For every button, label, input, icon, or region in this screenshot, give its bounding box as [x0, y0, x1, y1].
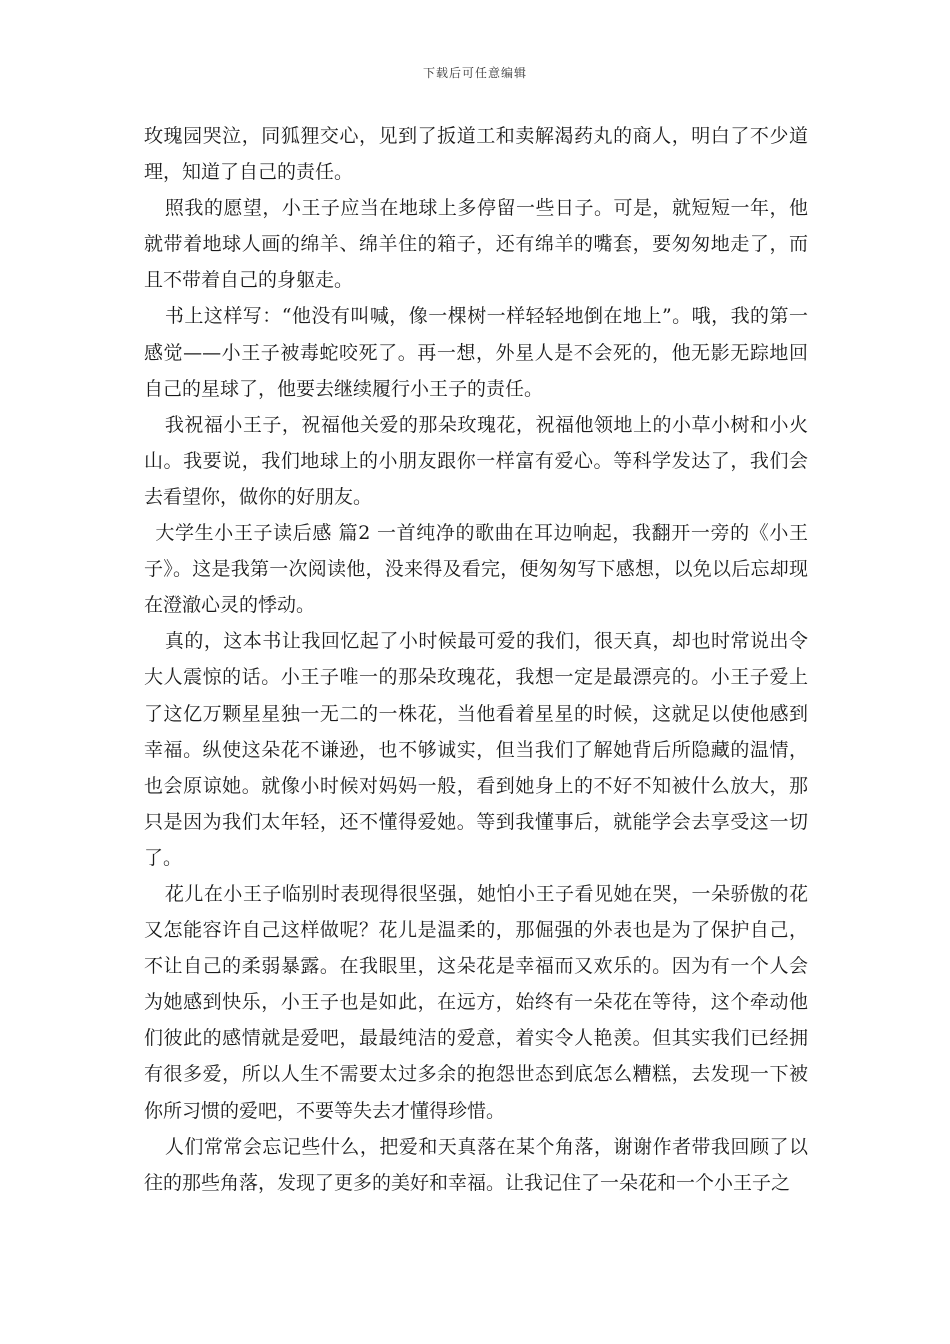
section-heading-paragraph: 大学生小王子读后感 篇2 一首纯净的歌曲在耳边响起，我翻开一旁的《小王子》。这是我第一次阅读他，没来得及看完，便匆匆写下感想，以免以后忘却现在澄澈心灵的悸动。	[144, 522, 808, 617]
document-body	[144, 118, 808, 1201]
paragraph: 真的，这本书让我回忆起了小时候最可爱的我们，很天真，却也时常说出令大人震惊的话。小王子唯一的那朵玫瑰花，我想一定是最漂亮的。小王子爱上了这亿万颗星星独一无二的一株花，当他看着星星的时候，这就足以使他感到幸福。纵使这朵花不谦逊，也不够诚实，但当我们了解她背后所隐藏的温情，也会原谅她。就像小时候对妈妈一般，看到她身上的不好不知被什么放大，那只是因为我们太年轻，还不懂得爱她。等到我懂事后，就能学会去享受这一切了。	[144, 630, 808, 869]
paragraph-continuation: 玫瑰园哭泣，同狐狸交心，见到了扳道工和卖解渴药丸的商人，明白了不少道理，知道了自己的责任。	[144, 125, 808, 184]
paragraph: 我祝福小王子，祝福他关爱的那朵玫瑰花，祝福他领地上的小草小树和小火山。我要说，我们地球上的小朋友跟你一样富有爱心。等科学发达了，我们会去看望你，做你的好朋友。	[144, 413, 808, 508]
paragraph: 照我的愿望，小王子应当在地球上多停留一些日子。可是，就短短一年，他就带着地球人画的绵羊、绵羊住的箱子，还有绵羊的嘴套，要匆匆地走了，而且不带着自己的身躯走。	[144, 197, 808, 292]
page-header-note: 下载后可任意编辑	[422, 66, 527, 80]
paragraph: 人们常常会忘记些什么，把爱和天真落在某个角落，谢谢作者带我回顾了以往的那些角落，发现了更多的美好和幸福。让我记住了一朵花和一个小王子之	[144, 1135, 808, 1194]
paragraph: 花儿在小王子临别时表现得很坚强，她怕小王子看见她在哭，一朵骄傲的花又怎能容许自己这样做呢？花儿是温柔的，那倔强的外表也是为了保护自己，不让自己的柔弱暴露。在我眼里，这朵花是幸福而又欢乐的。因为有一个人会为她感到快乐，小王子也是如此，在远方，始终有一朵花在等待，这个牵动他们彼此的感情就是爱吧，最最纯洁的爱意，着实令人艳羡。但其实我们已经拥有很多爱，所以人生不需要太过多余的抱怨世态到底怎么糟糕，去发现一下被你所习惯的爱吧，不要等失去才懂得珍惜。	[144, 882, 808, 1122]
paragraph: 书上这样写：“他没有叫喊，像一棵树一样轻轻地倒在地上”。哦，我的第一感觉——小王子被毒蛇咬死了。再一想，外星人是不会死的，他无影无踪地回自己的星球了，他要去继续履行小王子的责任。	[144, 305, 808, 400]
